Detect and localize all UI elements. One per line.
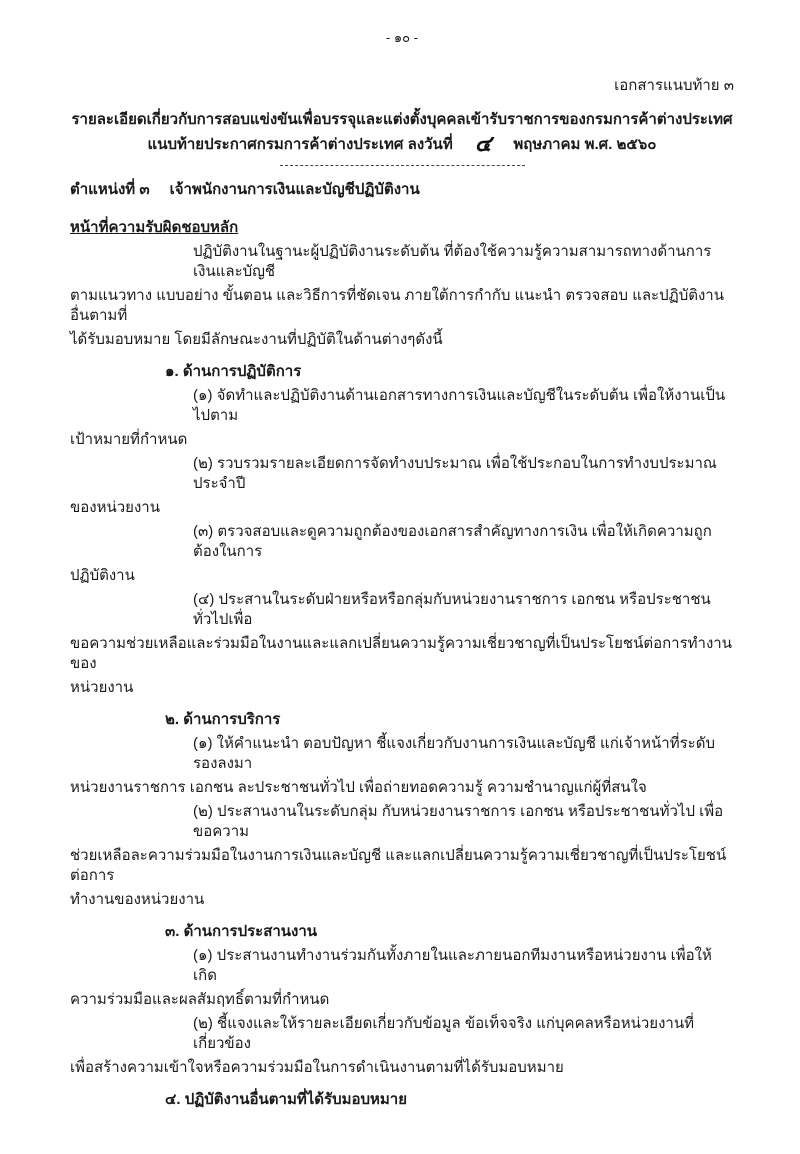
- separator-dashed-line: [280, 165, 525, 166]
- item-line: (๔) ประสานในระดับฝ่ายหรือหรือกลุ่มกับหน่วยงานราชการ เอกชน หรือประชาชนทั่วไปเพื่อ: [193, 591, 711, 628]
- position-label: ตำแหน่งที่ ๓: [70, 181, 150, 198]
- item-line: ของหน่วยงาน: [70, 499, 160, 516]
- item-line: เป้าหมายที่กำหนด: [70, 431, 188, 448]
- intro-line: ได้รับมอบหมาย โดยมีลักษณะงานที่ปฏิบัติในด้านต่างๆดังนี้: [70, 331, 443, 348]
- item-line: ปฏิบัติงาน: [70, 567, 135, 584]
- section-title: ๑. ด้านการปฏิบัติการ: [165, 363, 302, 380]
- title-line-1: รายละเอียดเกี่ยวกับการสอบแข่งขันเพื่อบรรจุและแต่งตั้งบุคคลเข้ารับราชการของกรมการค้าต่างประเทศ: [71, 111, 733, 128]
- item-line: (๒) รวบรวมรายละเอียดการจัดทำงบประมาณ เพื่อใช้ประกอบในการทำงบประมาณประจำปี: [193, 455, 717, 492]
- section-title: ๔. ปฏิบัติงานอื่นตามที่ได้รับมอบหมาย: [165, 1091, 408, 1108]
- page-number: - ๑๐ -: [385, 30, 419, 45]
- item-line: (๒) ชี้แจงและให้รายละเอียดเกี่ยวกับข้อมูล ข้อเท็จจริง แก่บุคคลหรือหน่วยงานที่เกี่ยวข้อง: [193, 1015, 694, 1052]
- item-line: (๒) ประสานงานในระดับกลุ่ม กับหน่วยงานราชการ เอกชน หรือประชาชนทั่วไป เพื่อขอความ: [193, 803, 724, 840]
- duties-heading: หน้าที่ความรับผิดชอบหลัก: [70, 219, 239, 236]
- section-title: ๓. ด้านการประสานงาน: [165, 923, 318, 940]
- item-line: ความร่วมมือและผลสัมฤทธิ์ตามที่กำหนด: [70, 991, 330, 1008]
- position-line: [70, 180, 734, 200]
- title-line-2-suffix: พฤษภาคม พ.ศ. ๒๕๖๐: [513, 136, 657, 153]
- item-line: หน่วยงานราชการ เอกชน ละประชาชนทั่วไป เพื่อถ่ายทอดความรู้ ความชำนาญแก่ผู้ที่สนใจ: [70, 779, 647, 796]
- intro-line: ตามแนวทาง แบบอย่าง ขั้นตอน และวิธีการที่ชัดเจน ภายใต้การกำกับ แนะนำ ตรวจสอบ และปฏิบัติงานอื่นตามที่: [70, 287, 724, 324]
- item-line: เพื่อสร้างความเข้าใจหรือความร่วมมือในการดำเนินงานตามที่ได้รับมอบหมาย: [70, 1059, 564, 1076]
- item-line: ช่วยเหลือละความร่วมมือในงานการเงินและบัญชี และแลกเปลี่ยนความรู้ความเชี่ยวชาญที่เป็นประโยชน์ต่อการ: [70, 847, 727, 884]
- intro-line: ปฏิบัติงานในฐานะผู้ปฏิบัติงานระดับต้น ที่ต้องใช้ความรู้ความสามารถทางด้านการเงินและบัญชี: [193, 243, 712, 280]
- item-line: หน่วยงาน: [70, 679, 134, 696]
- item-line: (๑) ประสานงานทำงานร่วมกันทั้งภายในและภายนอกทีมงานหรือหน่วยงาน เพื่อให้เกิด: [193, 947, 712, 984]
- title-line-2: [70, 131, 734, 157]
- item-line: (๓) ตรวจสอบและดูความถูกต้องของเอกสารสำคัญทางการเงิน เพื่อให้เกิดความถูกต้องในการ: [193, 523, 712, 560]
- item-line: (๑) ให้คำแนะนำ ตอบปัญหา ชี้แจงเกี่ยวกับงานการเงินและบัญชี แก่เจ้าหน้าที่ระดับรองลงมา: [193, 735, 715, 772]
- item-line: ขอความช่วยเหลือและร่วมมือในงานและแลกเปลี่ยนความรู้ความเชี่ยวชาญที่เป็นประโยชน์ต่อการทำงานของ: [70, 635, 732, 672]
- item-line: (๑) จัดทำและปฏิบัติงานด้านเอกสารทางการเงินและบัญชีในระดับต้น เพื่อให้งานเป็นไปตาม: [193, 387, 726, 424]
- title-line-2-prefix: แนบท้ายประกาศกรมการค้าต่างประเทศ ลงวันที่: [147, 136, 453, 153]
- item-line: ทำงานของหน่วยงาน: [70, 891, 205, 908]
- section-title: ๒. ด้านการบริการ: [165, 711, 281, 728]
- position-name: เจ้าพนักงานการเงินและบัญชีปฏิบัติงาน: [169, 181, 420, 198]
- handwritten-day: ๔: [474, 131, 492, 157]
- attachment-label: เอกสารแนบท้าย ๓: [614, 77, 734, 94]
